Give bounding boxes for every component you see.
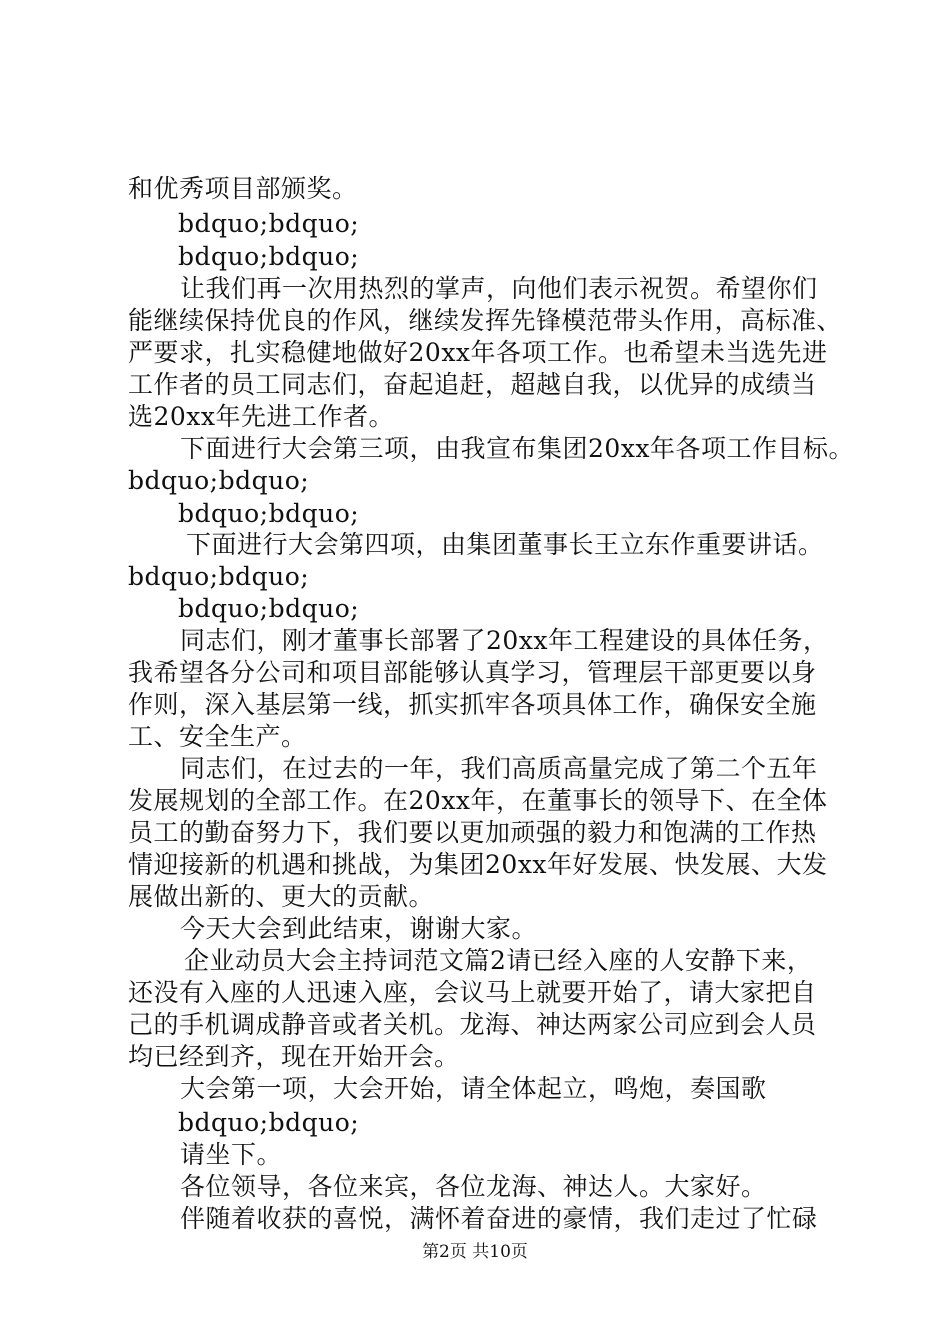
text-line: 严要求，扎实稳健地做好20xx年各项工作。也希望未当选先进 [128, 338, 828, 367]
text-line: 展做出新的、更大的贡献。 [128, 882, 435, 911]
text-line: 还没有入座的人迅速入座，会议马上就要开始了，请大家把自 [128, 978, 817, 1007]
text-line: 选20xx年先进工作者。 [128, 402, 395, 431]
text-line: 让我们再一次用热烈的掌声，向他们表示祝贺。希望你们 [180, 274, 818, 303]
text-line: 发展规划的全部工作。在20xx年，在董事长的领导下、在全体 [128, 786, 828, 815]
text-line: 能继续保持优良的作风，继续发挥先锋模范带头作用，高标准、 [128, 306, 843, 335]
text-line: 同志们，刚才董事长部署了20xx年工程建设的具体任务， [180, 626, 829, 655]
text-line: bdquo;bdquo; [178, 242, 360, 271]
text-line: bdquo;bdquo; [178, 594, 360, 623]
text-line: bdquo;bdquo; [178, 499, 360, 528]
text-line: bdquo;bdquo; [178, 209, 360, 238]
text-line: 下面进行大会第三项，由我宣布集团20xx年各项工作目标。 [180, 434, 855, 463]
text-line: bdquo;bdquo; [128, 466, 310, 495]
text-line: 伴随着收获的喜悦，满怀着奋进的豪情，我们走过了忙碌 [180, 1204, 818, 1233]
text-line: 今天大会到此结束，谢谢大家。 [180, 914, 538, 943]
text-line: 下面进行大会第四项，由集团董事长王立东作重要讲话。 [186, 530, 824, 559]
text-line: 员工的勤奋努力下，我们要以更加顽强的毅力和饱满的工作热 [128, 818, 817, 847]
text-line: 企业动员大会主持词范文篇2请已经入座的人安静下来， [184, 946, 813, 975]
text-line: 请坐下。 [180, 1140, 283, 1169]
text-line: 工作者的员工同志们，奋起追赶，超越自我，以优异的成绩当 [128, 370, 817, 399]
text-line: 作则，深入基层第一线，抓实抓牢各项具体工作，确保安全施 [128, 690, 817, 719]
text-line: 大会第一项，大会开始，请全体起立，鸣炮，奏国歌 [180, 1074, 767, 1103]
text-line: 各位领导，各位来宾，各位龙海、神达人。大家好。 [180, 1172, 767, 1201]
text-line: 同志们，在过去的一年，我们高质高量完成了第二个五年 [180, 754, 818, 783]
page-number-footer: 第2页 共10页 [422, 1242, 528, 1262]
text-line: bdquo;bdquo; [178, 1108, 360, 1137]
text-line: 我希望各分公司和项目部能够认真学习，管理层干部更要以身 [128, 658, 817, 687]
text-line: 和优秀项目部颁奖。 [128, 174, 358, 203]
text-line: 均已经到齐，现在开始开会。 [128, 1042, 460, 1071]
text-line: bdquo;bdquo; [128, 562, 310, 591]
text-line: 情迎接新的机遇和挑战，为集团20xx年好发展、快发展、大发 [128, 850, 828, 879]
text-line: 己的手机调成静音或者关机。龙海、神达两家公司应到会人员 [128, 1010, 817, 1039]
text-line: 工、安全生产。 [128, 722, 307, 751]
